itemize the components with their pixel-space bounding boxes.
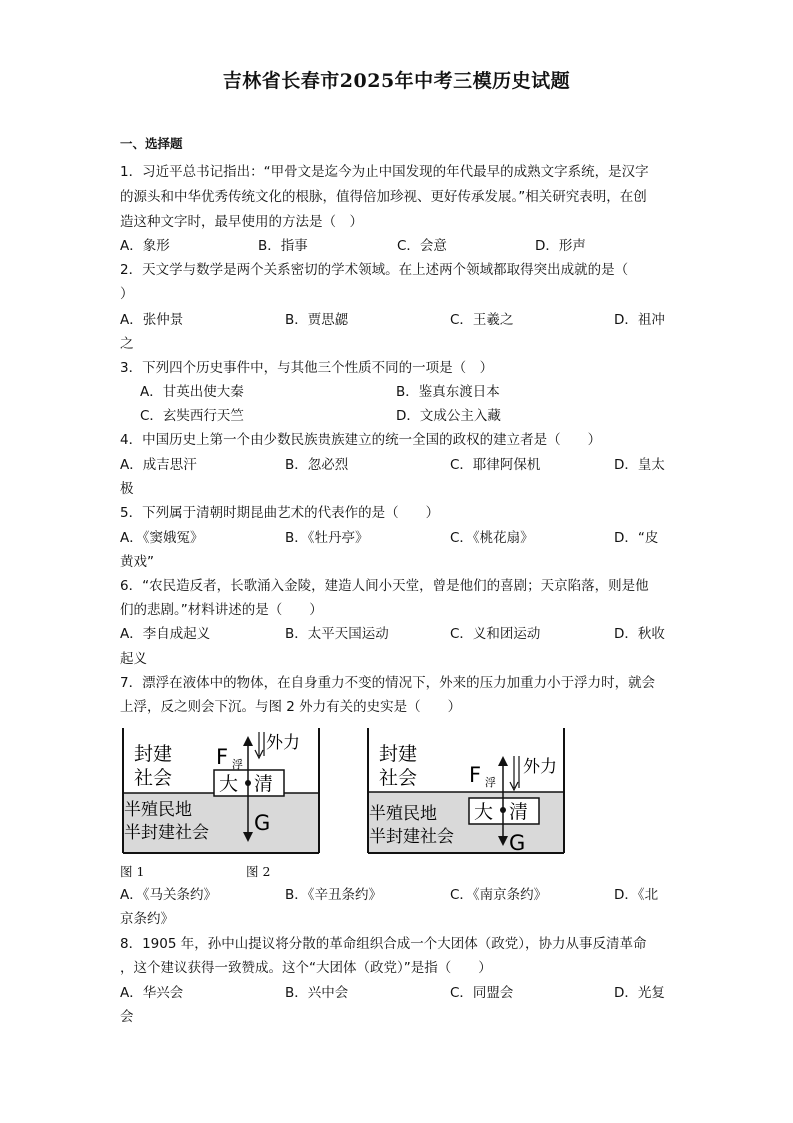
question-8-option-b[interactable]: B．兴中会 — [285, 985, 349, 1001]
question-8-line-2: ，这个建议获得一致赞成。这个“大团体（政党）”是指（ ） — [120, 960, 492, 976]
question-2-option-c[interactable]: C．王羲之 — [450, 312, 514, 328]
block-right-label: 清 — [509, 801, 529, 823]
external-arrow-icon — [255, 732, 263, 758]
question-5-option-d[interactable]: D．“皮 — [614, 530, 659, 546]
question-6-option-a[interactable]: A．李自成起义 — [120, 626, 211, 642]
question-5-option-a[interactable]: A．《窦娥冤》 — [120, 530, 204, 546]
buoyancy-label: F — [469, 763, 482, 787]
question-8-option-c[interactable]: C．同盟会 — [450, 985, 514, 1001]
question-7-line-2: 上浮，反之则会下沉。与图 2 外力有关的史实是（ ） — [120, 699, 462, 715]
question-5-option-b[interactable]: B．《牡丹亭》 — [285, 530, 369, 546]
question-7-option-a[interactable]: A．《马关条约》 — [120, 887, 217, 903]
up-arrow-icon — [243, 736, 253, 746]
buoyancy-sub: 浮 — [232, 758, 243, 771]
question-1-line-3: 造这种文字时，最早使用的方法是（ ） — [120, 214, 363, 230]
question-4-option-a[interactable]: A．成吉思汗 — [120, 457, 197, 473]
question-1-option-c[interactable]: C．会意 — [397, 238, 447, 254]
question-7-option-b[interactable]: B．《辛丑条约》 — [285, 887, 383, 903]
question-5-line-1: 5．下列属于清朝时期昆曲艺术的代表作的是（ ） — [120, 505, 440, 521]
question-4-option-c[interactable]: C．耶律阿保机 — [450, 457, 541, 473]
question-7-option-d[interactable]: D．《北 — [614, 887, 659, 903]
question-8-line-1: 8．1905 年，孙中山提议将分散的革命组织合成一个大团体（政党），协力从事反清革命 — [120, 936, 647, 952]
lower-label-2: 半封建社会 — [369, 827, 454, 847]
buoyancy-label: F — [216, 745, 229, 769]
question-4-option-d-wrap: 极 — [120, 481, 134, 497]
figure-1 — [120, 728, 322, 856]
page-title: 吉林省长春市2025年中考三模历史试题 — [222, 70, 571, 92]
question-4-option-d[interactable]: D．皇太 — [614, 457, 665, 473]
lower-label-1: 半殖民地 — [124, 800, 192, 820]
block-left-label: 大 — [219, 773, 239, 795]
external-label: 外力 — [523, 757, 557, 777]
question-1-line-2: 的源头和中华优秀传统文化的根脉，值得倍加珍视、更好传承发展。”相关研究表明，在创 — [120, 189, 647, 205]
question-5-option-c[interactable]: C．《桃花扇》 — [450, 530, 534, 546]
question-3-option-d[interactable]: D．文成公主入藏 — [396, 408, 501, 424]
upper-label-2: 社会 — [134, 767, 173, 789]
buoyancy-sub: 浮 — [485, 776, 496, 789]
question-2-option-a[interactable]: A．张仲景 — [120, 312, 184, 328]
question-6-option-d-wrap: 起义 — [120, 651, 147, 667]
question-4-option-b[interactable]: B．忽必烈 — [285, 457, 349, 473]
question-1-option-a[interactable]: A．象形 — [120, 238, 170, 254]
gravity-label: G — [254, 811, 271, 835]
up-arrow-icon — [498, 756, 508, 766]
question-2-option-d[interactable]: D．祖冲 — [614, 312, 665, 328]
question-4-line-1: 4．中国历史上第一个由少数民族贵族建立的统一全国的政权的建立者是（ ） — [120, 432, 602, 448]
block-left-label: 大 — [474, 801, 494, 823]
question-7-option-c[interactable]: C．《南京条约》 — [450, 887, 548, 903]
question-2-option-b[interactable]: B．贾思勰 — [285, 312, 349, 328]
lower-label-2: 半封建社会 — [124, 823, 209, 843]
question-8-option-d-wrap: 会 — [120, 1009, 134, 1025]
question-3-line-1: 3．下列四个历史事件中，与其他三个性质不同的一项是（ ） — [120, 360, 494, 376]
figure-2-caption: 图 2 — [246, 864, 271, 879]
question-1-option-b[interactable]: B．指事 — [258, 238, 308, 254]
question-1-line-1: 1．习近平总书记指出：“甲骨文是迄今为止中国发现的年代最早的成熟文字系统，是汉字 — [120, 164, 649, 180]
question-3-option-c[interactable]: C．玄奘西行天竺 — [140, 408, 244, 424]
question-2-line-1: 2．天文学与数学是两个关系密切的学术领域。在上述两个领域都取得突出成就的是（ — [120, 262, 629, 278]
upper-label-2: 社会 — [379, 767, 418, 789]
question-3-option-a[interactable]: A．甘英出使大秦 — [140, 384, 244, 400]
question-6-option-d[interactable]: D．秋收 — [614, 626, 665, 642]
question-2-option-d-wrap: 之 — [120, 336, 134, 352]
external-label: 外力 — [266, 733, 300, 753]
question-2-line-2: ） — [120, 286, 134, 302]
gravity-label: G — [509, 831, 526, 855]
question-6-line-1: 6．“农民造反者，长歌涌入金陵，建造人间小天堂，曾是他们的喜剧；天京陷落，则是他 — [120, 578, 649, 594]
question-6-line-2: 们的悲剧。”材料讲述的是（ ） — [120, 602, 323, 618]
question-6-option-b[interactable]: B．太平天国运动 — [285, 626, 389, 642]
lower-label-1: 半殖民地 — [369, 804, 437, 824]
external-arrow-icon — [510, 756, 518, 790]
figure-1-caption: 图 1 — [120, 864, 145, 879]
question-1-option-d[interactable]: D．形声 — [535, 238, 586, 254]
question-7-line-1: 7．漂浮在液体中的物体，在自身重力不变的情况下，外来的压力加重力小于浮力时，就会 — [120, 675, 656, 691]
section-heading: 一、选择题 — [120, 136, 183, 151]
question-6-option-c[interactable]: C．义和团运动 — [450, 626, 541, 642]
question-8-option-a[interactable]: A．华兴会 — [120, 985, 184, 1001]
question-3-option-b[interactable]: B．鉴真东渡日本 — [396, 384, 500, 400]
question-8-option-d[interactable]: D．光复 — [614, 985, 665, 1001]
figure-2 — [365, 728, 567, 856]
question-5-option-d-wrap: 黄戏” — [120, 554, 154, 570]
upper-label-1: 封建 — [379, 743, 418, 765]
question-7-option-d-wrap: 京条约》 — [120, 911, 174, 927]
upper-label-1: 封建 — [134, 743, 173, 765]
block-right-label: 清 — [254, 773, 274, 795]
